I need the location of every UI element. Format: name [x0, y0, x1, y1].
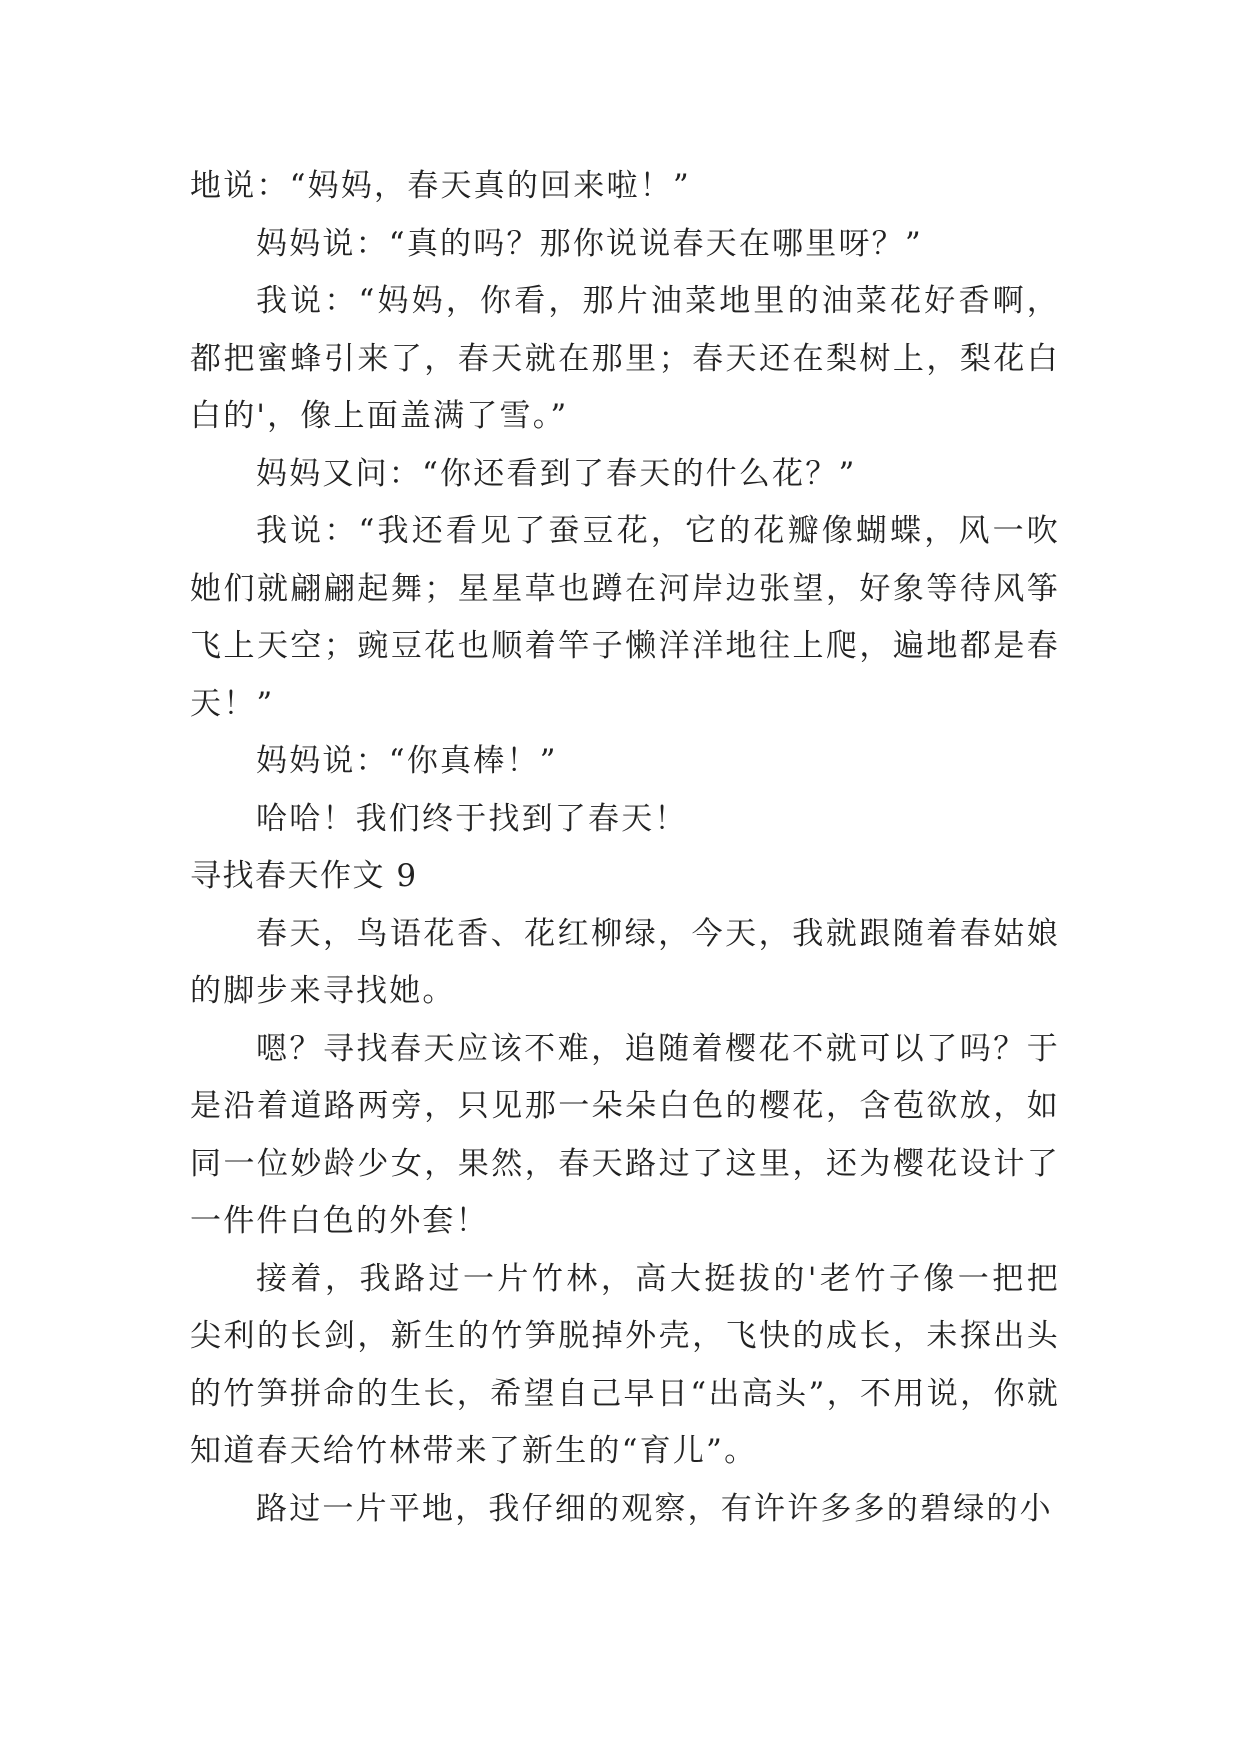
paragraph: 地说：“妈妈，春天真的回来啦！” [190, 168, 691, 204]
document-page [190, 158, 1060, 1538]
paragraph: 我说：“妈妈，你看，那片油菜地里的油菜花好香啊，都把蜜蜂引来了，春天就在那里；春天还在梨树上，梨花白白的'，像上面盖满了雪。” [190, 283, 1060, 434]
paragraph: 妈妈说：“真的吗？那你说说春天在哪里呀？” [256, 225, 923, 262]
paragraph: 嗯？寻找春天应该不难，追随着樱花不就可以了吗？于是沿着道路两旁，只见那一朵朵白色的樱花，含苞欲放，如同一位妙龄少女，果然，春天路过了这里，还为樱花设计了一件件白色的外套！ [190, 1030, 1060, 1239]
paragraph: 妈妈又问：“你还看到了春天的什么花？” [256, 455, 857, 492]
section-heading: 寻找春天作文 9 [190, 858, 418, 894]
paragraph: 哈哈！我们终于找到了春天！ [256, 800, 688, 837]
paragraph: 春天，鸟语花香、花红柳绿，今天，我就跟随着春姑娘的脚步来寻找她。 [190, 915, 1060, 1009]
paragraph: 我说：“我还看见了蚕豆花，它的花瓣像蝴蝶，风一吹她们就翩翩起舞；星星草也蹲在河岸边张望，好象等待风筝飞上天空；豌豆花也顺着竿子懒洋洋地往上爬，遍地都是春天！” [190, 513, 1060, 722]
paragraph: 妈妈说：“你真棒！” [256, 743, 558, 779]
paragraph: 接着，我路过一片竹林，高大挺拔的'老竹子像一把把尖利的长剑，新生的竹笋脱掉外壳，飞快的成长，未探出头的竹笋拼命的生长，希望自己早日“出高头”，不用说，你就知道春天给竹林带来了新生的“育儿”。 [190, 1260, 1060, 1469]
paragraph: 路过一片平地，我仔细的观察，有许许多多的碧绿的小 [256, 1490, 1053, 1527]
